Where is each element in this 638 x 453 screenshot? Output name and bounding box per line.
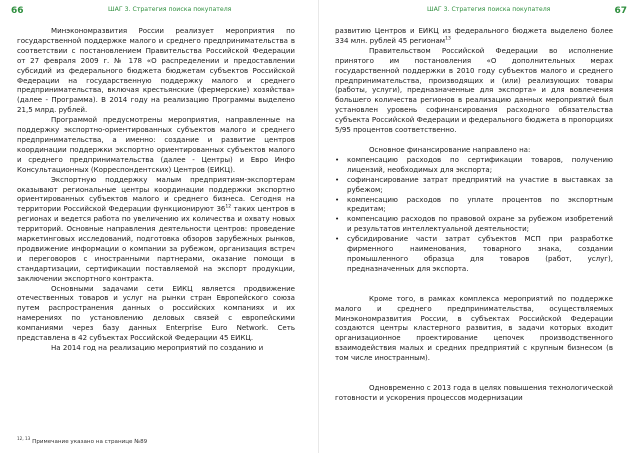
bullet-icon: • <box>335 234 340 244</box>
footnote <box>17 436 148 445</box>
bullet-icon: • <box>335 174 340 184</box>
list-item-text: компенсацию расходов по сертификации товаров, получению лицензий, необходимых для экспорта; <box>347 154 613 174</box>
paragraph: Правительством Российской Федерации во исполнение принятого им постановления «О дополнительных мерах государственной поддержки в 2010 году субъектов малого и среднего предпринимательства, производящих и (или) реализующих товары (работы, услуги), предназначенные для экспорта» и для вовлечения большего количества регионов в реализацию данных мероприятий был установлен уровень софинансирования расходного обязательства субъекта Российской Федерации и федерального бюджета в пропорциях 5/95 процентов соответственно. <box>335 45 613 135</box>
paragraph: Кроме того, в рамках комплекса мероприятий по поддержке малого и среднего предпринимательства, осуществляемых Минэкономразвития России, в субъектах Российской Федерации создаются центры кластерного развития, в задачи которых входит организационное проектирование цепочек производственного взаимодействия малых и средних предприятий с крупным бизнесом (в том числе иностранным). <box>335 293 613 363</box>
list-item <box>335 234 613 274</box>
list-item-text: субсидирование части затрат субъектов МСП при разработке фирменного наименования, товарного знака, создании промышленного образца для товаров (работ, услуг), предназначенных для экспорта. <box>347 234 613 273</box>
footnote-ref: 13 <box>445 36 451 42</box>
right-page <box>319 0 638 453</box>
bullet-icon: • <box>335 214 340 224</box>
list-item-text: софинансирование затрат предприятий на участие в выставках за рубежом; <box>347 174 613 194</box>
paragraph-text: развитию Центров и ЕИКЦ из федерального бюджета выделено более 334 млн. рублей 45 регионам <box>335 26 613 45</box>
list-item <box>335 214 613 234</box>
list-item-text: компенсацию расходов по уплате процентов по экспортным кредитам; <box>347 194 613 214</box>
page-number: 67 <box>614 6 627 16</box>
left-page-body <box>17 26 295 353</box>
paragraph <box>17 175 295 284</box>
paragraph-text: Экспортную поддержку малым предприятиям-экспортерам оказывают региональные центры координации поддержки экспортно ориентированных субъектов малого и среднего бизнеса. Сегодня на территории Российской Федерации функционируют 36 <box>17 174 295 214</box>
list-item <box>335 195 613 215</box>
list-item-text: компенсацию расходов по правовой охране за рубежом изобретений и результатов интеллектуальной деятельности; <box>347 214 613 234</box>
paragraph: Программой предусмотрены мероприятия, направленные на поддержку экспортно-ориентированных субъектов малого и среднего предпринимательства, а именно: создание и развитие центров координации поддержки экспортно ориентированных субъектов малого и среднего предпринимательства (далее - Центры) и Евро Инфо Консультационных (Корреспондентских) Центров (ЕИКЦ). <box>17 115 295 174</box>
paragraph: Основными задачами сети ЕИКЦ является продвижение отечественных товаров и услуг на рынки стран Европейского союза путем распространения данных о российских компаниях и их намерениях по установлению деловых связей с европейскими компаниями через базу данных Enterprise Euro Network. Сеть представлена в 42 субъектах Российской Федерации 45 ЕИКЦ. <box>17 283 295 343</box>
list-item <box>335 155 613 175</box>
funding-list <box>335 155 613 274</box>
paragraph: Минэкономразвития России реализует мероприятия по государственной поддержке малого и среднего предпринимательства в соответствии с постановлением Правительства Российской Федерации от 27 февраля 2009 г. № 178 «О распределении и предоставлении субсидий из федерального бюджета бюджетам субъектов Российской Федерации на государственную поддержку малого и среднего предпринимательства, включая крестьянские (фермерские) хозяйства» (далее - Программа). В 2014 году на реализацию Программы выделено 21,5 млрд. рублей. <box>17 26 295 115</box>
page-number: 66 <box>11 6 24 16</box>
list-item <box>335 175 613 195</box>
footnote-text: Примечание указано на странице №89 <box>32 439 148 445</box>
running-head: ШАГ 3. Стратегия поиска покупателя <box>108 6 232 13</box>
bullet-icon: • <box>335 154 340 164</box>
right-page-body <box>335 26 613 403</box>
paragraph: Одновременно с 2013 года в целях повышения технологической готовности и ускорения процессов модернизации <box>335 383 613 402</box>
list-intro: Основное финансирование направлено на: <box>369 144 531 154</box>
paragraph: На 2014 год на реализацию мероприятий по созданию и <box>51 343 264 352</box>
footnote-ref: 12 <box>225 204 232 210</box>
paragraph-text-rest: таких центров в регионах и ведется работа по увеличению их количества и охвату новых территорий. Основные направления деятельности центров: проведение маркетинговых исследований, подготовка обзоров зарубежных рынков, продвижение информации о компании за рубежом, организация встреч и переговоров с иностранными партнерами, оказание помощи в стандартизации, сертификации поставляемой на экспорт продукции, заключении экспортного контракта. <box>17 204 295 283</box>
footnote-marks: 12, 13 <box>17 436 31 442</box>
running-head: ШАГ 3. Стратегия поиска покупателя <box>427 6 551 13</box>
bullet-icon: • <box>335 194 340 204</box>
paragraph <box>335 26 613 46</box>
